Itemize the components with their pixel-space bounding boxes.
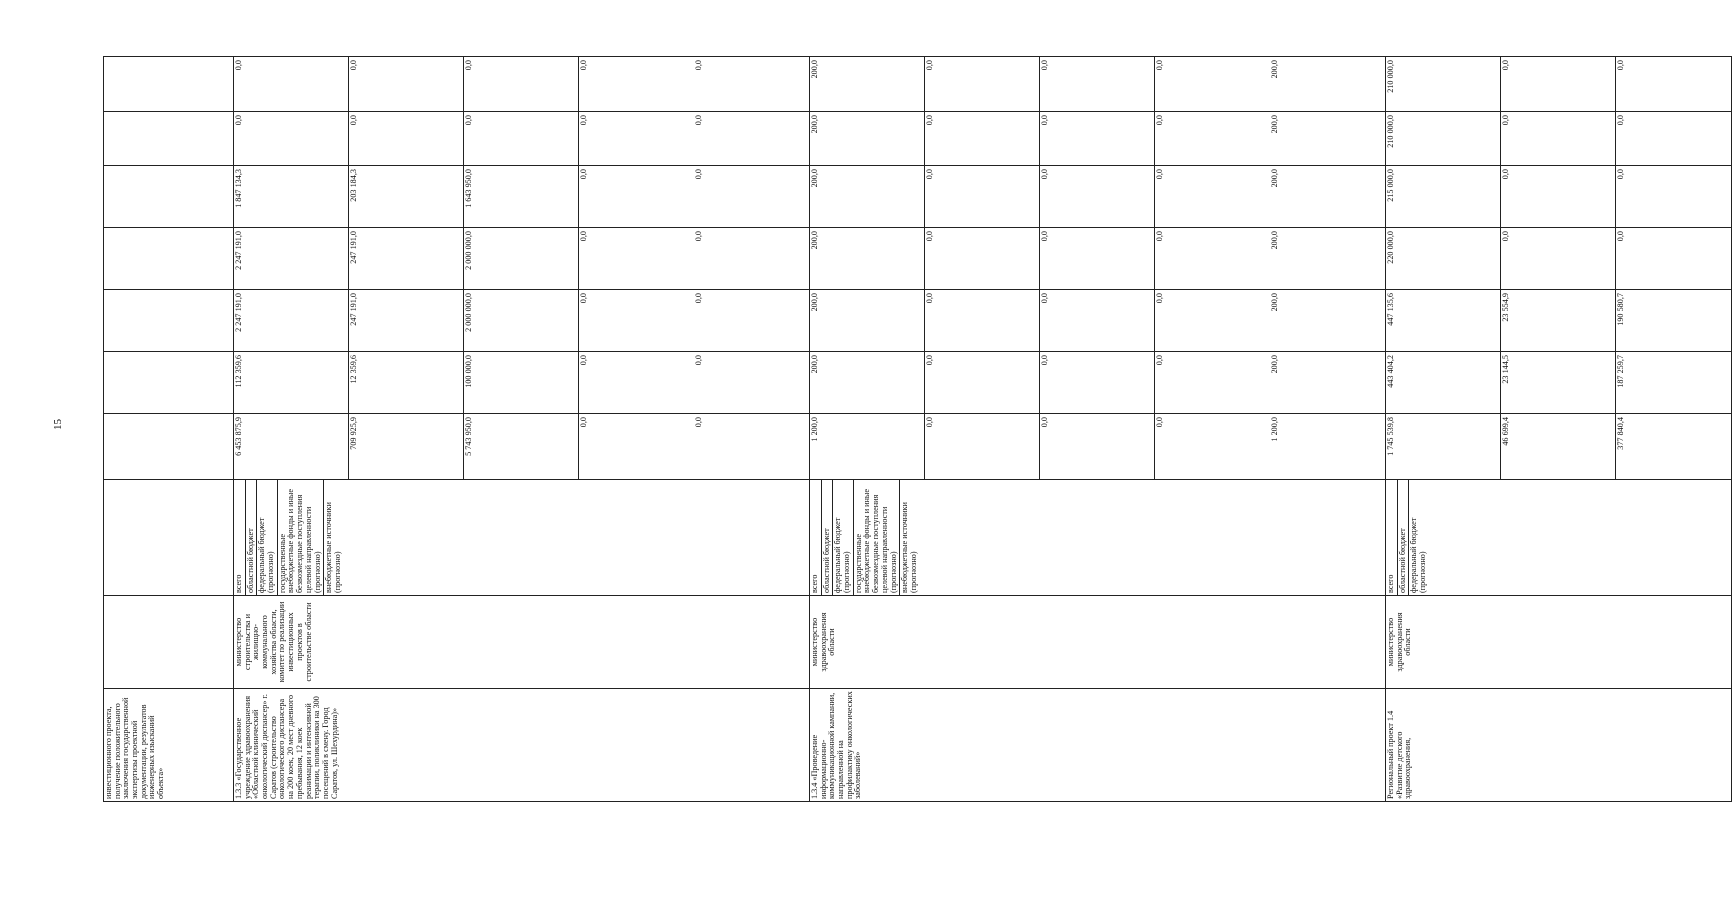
value-cell	[234, 228, 810, 290]
budget-table	[103, 56, 1732, 802]
activity-name-cell: Региональный проект 1.4 «Развитие детского здравоохранения,	[1386, 689, 1732, 802]
value: 0,0	[579, 231, 588, 242]
value-cell	[1386, 112, 1732, 166]
value-cell	[104, 290, 234, 352]
funding-source-label: внебюджетные источники (прогнозно)	[900, 502, 918, 593]
value: 0,0	[579, 60, 588, 71]
funding-source-label: всего	[234, 480, 246, 595]
value: 1 200,0	[810, 414, 925, 479]
value: 0,0	[925, 112, 1040, 165]
funding-source-label: государственные внебюджетные фонды и иные безвозмездные поступления целевой направленности (прогнозно)	[278, 480, 324, 595]
value: 443 404,2	[1386, 352, 1501, 413]
value: 0,0	[464, 112, 579, 165]
value-cell	[1386, 414, 1732, 480]
activity-name-cell: 1.3.4 «Проведение информационно-коммуникационной кампании, направленной на профилактику онкологических заболеваний»	[810, 689, 1386, 802]
value: 0,0	[925, 414, 1040, 479]
value: 0,0	[1155, 169, 1164, 180]
value: 0,0	[1616, 115, 1625, 126]
activity-name-cell: 1.3.3 «Государственное учреждение здравоохранения «Областной клинический онкологический диспансер» г. Саратов (строительство онкологического диспансера на 200 коек, 20 мест дневного пребывания, 12 коек реанимации и интенсивной терапии, поликлиники на 300 посещений в смену. Город Саратов, ул. Шехурдина)»	[234, 689, 810, 802]
executor-cell	[104, 596, 234, 689]
funding-source-label: федеральный бюджет (прогнозно)	[833, 480, 853, 595]
value: 210 000,0	[1386, 57, 1501, 111]
value-cell	[810, 414, 1386, 480]
value-cell	[104, 414, 234, 480]
value: 0,0	[925, 228, 1040, 289]
value: 1 200,0	[1270, 417, 1279, 442]
value: 200,0	[1270, 355, 1279, 374]
value-cell	[1386, 228, 1732, 290]
value: 200,0	[1270, 115, 1279, 134]
value: 0,0	[1616, 231, 1625, 242]
funding-source-cell	[1386, 480, 1732, 596]
value: 0,0	[1155, 355, 1164, 366]
value: 0,0	[1155, 60, 1164, 71]
value-cell	[104, 352, 234, 414]
executor-cell: министерство здравоохранения области	[810, 596, 1386, 689]
rotated-table-sheet	[103, 57, 1625, 802]
value: 100 000,0	[464, 352, 579, 413]
value: 190 580,7	[1616, 293, 1625, 326]
value: 0,0	[1040, 112, 1155, 165]
funding-source-label: областной бюджет	[246, 480, 258, 595]
value: 1 847 134,3	[234, 166, 349, 227]
value-cell	[234, 414, 810, 480]
value: 23 144,5	[1501, 352, 1616, 413]
value: 0,0	[234, 57, 349, 111]
value: 0,0	[694, 169, 703, 180]
value: 215 000,0	[1386, 166, 1501, 227]
value-cell	[234, 290, 810, 352]
value: 0,0	[694, 293, 703, 304]
value: 0,0	[1155, 115, 1164, 126]
value: 0,0	[1155, 231, 1164, 242]
value: 0,0	[1040, 290, 1155, 351]
value: 0,0	[234, 112, 349, 165]
value: 5 743 950,0	[464, 414, 579, 479]
value: 0,0	[1040, 228, 1155, 289]
value: 200,0	[810, 290, 925, 351]
value-cell	[234, 166, 810, 228]
value: 210 000,0	[1386, 112, 1501, 165]
activity-name-cell: инвестиционного проекта, получение положительного заключения государственной экспертизы проектной документации, результатов инженерных изысканий объекта»	[104, 689, 234, 802]
value: 1 643 950,0	[464, 166, 579, 227]
value-cell	[810, 112, 1386, 166]
value: 200,0	[810, 57, 925, 111]
value: 0,0	[925, 290, 1040, 351]
value: 0,0	[1040, 352, 1155, 413]
funding-source-cell	[810, 480, 1386, 596]
value: 0,0	[1040, 166, 1155, 227]
value: 247 191,0	[349, 228, 464, 289]
value: 200,0	[1270, 293, 1279, 312]
value: 0,0	[1616, 60, 1625, 71]
value: 203 184,3	[349, 166, 464, 227]
value: 0,0	[579, 293, 588, 304]
value: 12 359,6	[349, 352, 464, 413]
value: 2 247 191,0	[234, 290, 349, 351]
value: 0,0	[1616, 169, 1625, 180]
value: 0,0	[925, 352, 1040, 413]
value: 2 000 000,0	[464, 228, 579, 289]
value: 247 191,0	[349, 290, 464, 351]
value: 377 840,4	[1616, 417, 1625, 450]
executor-cell: министерство здравоохранения области	[1386, 596, 1732, 689]
value: 0,0	[694, 417, 703, 428]
value-cell	[1386, 352, 1732, 414]
value: 200,0	[1270, 231, 1279, 250]
value-cell	[234, 112, 810, 166]
value: 0,0	[579, 355, 588, 366]
value: 0,0	[694, 231, 703, 242]
value: 0,0	[1501, 57, 1616, 111]
value-cell	[1386, 57, 1732, 112]
value-cell	[104, 112, 234, 166]
value: 0,0	[579, 169, 588, 180]
funding-source-label: внебюджетные источники (прогнозно)	[324, 502, 342, 593]
value-cell	[104, 57, 234, 112]
value: 200,0	[810, 166, 925, 227]
value: 200,0	[1270, 169, 1279, 188]
value: 200,0	[810, 112, 925, 165]
value: 187 259,7	[1616, 355, 1625, 388]
value: 200,0	[810, 228, 925, 289]
value: 0,0	[925, 57, 1040, 111]
value: 0,0	[1040, 57, 1155, 111]
value: 447 135,6	[1386, 290, 1501, 351]
value-cell	[234, 352, 810, 414]
funding-source-label: областной бюджет	[822, 480, 834, 595]
value-cell	[810, 166, 1386, 228]
value: 0,0	[694, 355, 703, 366]
funding-source-label: федеральный бюджет (прогнозно)	[1409, 517, 1428, 593]
value: 200,0	[1270, 60, 1279, 79]
value: 0,0	[694, 60, 703, 71]
value: 112 359,6	[234, 352, 349, 413]
table-row	[104, 57, 234, 802]
value: 0,0	[1040, 414, 1155, 479]
value: 0,0	[1501, 228, 1616, 289]
value: 1 745 539,8	[1386, 414, 1501, 479]
value-cell	[810, 228, 1386, 290]
value: 0,0	[1501, 166, 1616, 227]
value: 0,0	[464, 57, 579, 111]
executor-cell: министерство строительства и жилищно-коммунального хозяйства области, комитет по реализации инвестиционных проектов в строительстве области	[234, 596, 810, 689]
value: 0,0	[349, 112, 464, 165]
funding-source-label: всего	[1386, 480, 1398, 595]
funding-source-label: областной бюджет	[1398, 480, 1410, 595]
value-cell	[810, 290, 1386, 352]
value: 0,0	[349, 57, 464, 111]
funding-source-label: всего	[810, 480, 822, 595]
value-cell	[104, 166, 234, 228]
value-cell	[1386, 166, 1732, 228]
page-number: 15	[52, 419, 64, 430]
value-cell	[234, 57, 810, 112]
value: 709 925,9	[349, 414, 464, 479]
value: 0,0	[925, 166, 1040, 227]
value: 200,0	[810, 352, 925, 413]
funding-source-label: государственные внебюджетные фонды и иные безвозмездные поступления целевой направленности (прогнозно)	[854, 480, 900, 595]
table-row	[810, 57, 1386, 802]
value: 46 699,4	[1501, 414, 1616, 479]
value: 0,0	[1155, 293, 1164, 304]
value-cell	[104, 228, 234, 290]
table-row	[1386, 57, 1732, 802]
value: 0,0	[1155, 417, 1164, 428]
value: 2 247 191,0	[234, 228, 349, 289]
value-cell	[810, 57, 1386, 112]
value: 23 554,9	[1501, 290, 1616, 351]
value: 6 453 875,9	[234, 414, 349, 479]
value: 0,0	[694, 115, 703, 126]
value-cell	[810, 352, 1386, 414]
funding-source-cell	[234, 480, 810, 596]
value: 2 000 000,0	[464, 290, 579, 351]
table-row	[234, 57, 810, 802]
funding-source-cell	[104, 480, 234, 596]
value-cell	[1386, 290, 1732, 352]
funding-source-label: федеральный бюджет (прогнозно)	[257, 480, 277, 595]
value: 220 000,0	[1386, 228, 1501, 289]
value: 0,0	[579, 417, 588, 428]
value: 0,0	[579, 115, 588, 126]
value: 0,0	[1501, 112, 1616, 165]
